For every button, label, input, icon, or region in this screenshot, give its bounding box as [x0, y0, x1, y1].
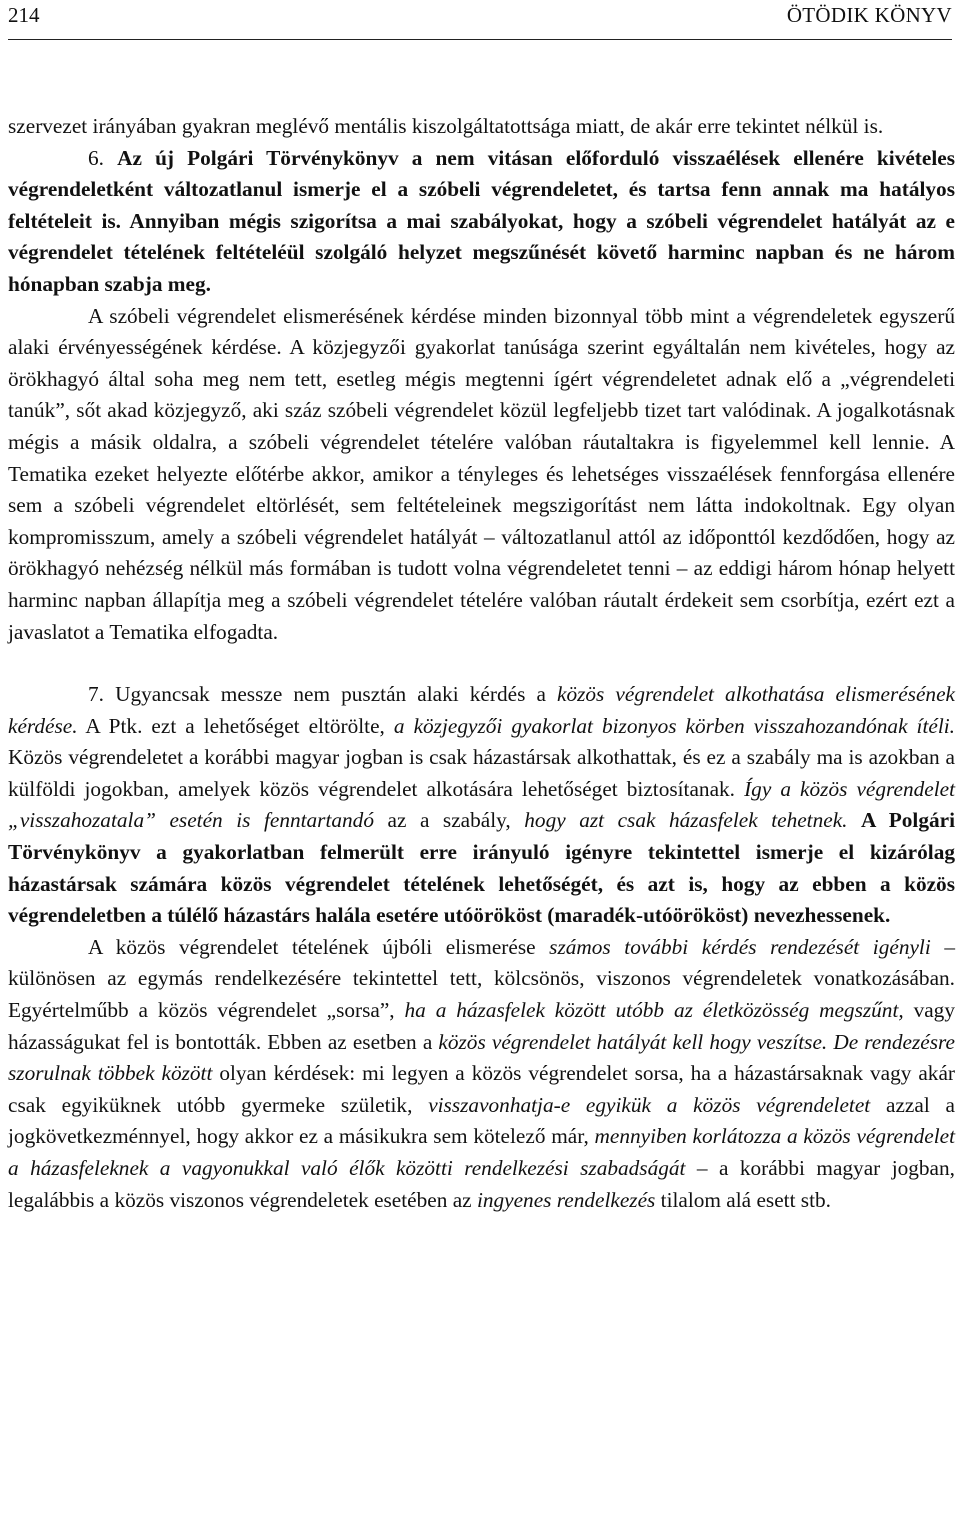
page-header [8, 3, 952, 40]
italic-text: ha a házasfelek között utóbb az életközösség megszűnt, [404, 998, 904, 1023]
italic-text: közös végrendelet hatályát kell hogy veszítse. De rendezésre szorulnak többek között [8, 1029, 955, 1086]
text-run: szervezet irányában gyakran meglévő mentális kiszolgáltatottsága miatt, de akár erre tekintet nélkül is. [8, 114, 884, 138]
text-run: 7. Ugyancsak messze nem pusztán alaki kérdés a [88, 682, 557, 707]
text-run: az a szabály, [373, 808, 525, 833]
italic-text: hogy azt csak házasfelek tehetnek. [524, 808, 848, 833]
text-run: 6. [88, 145, 118, 170]
bold-text: Az új Polgári Törvénykönyv a nem vitásan előforduló visszaélések ellenére kivételes végrendeletként változatlanul ismerje el a szóbeli végrendeletet, és tartsa fenn annak ma hatályos feltételeit is. Annyiban mégis szigorítsa a mai szabályokat, hogy a szóbeli végrendelet hatályát az e végrendelet tételének feltételéül szolgáló helyzet megszűnését követő harminc napban és ne három hónapban szabja meg. [8, 145, 955, 296]
document-body [8, 111, 955, 1216]
italic-text: közös végrendelet alkothatása elismerésének kérdése. [8, 682, 955, 738]
text-run: – a korábbi magyar jogban, legalábbis a közös viszonos végrendeletek esetében az [8, 1156, 955, 1212]
text-run: olyan kérdések: mi legyen a közös végrendelet sorsa, ha a házastársaknak vagy akár csak egyiküknek utóbb gyermeke születik, [8, 1061, 955, 1117]
text-run: A közös végrendelet tételének újbóli elismerése [88, 934, 550, 959]
running-title: ÖTÖDIK KÖNYV [786, 3, 952, 27]
text-run: azzal a jogkövetkezménnyel, hogy akkor ez a másikukra sem kötelező már, [8, 1092, 955, 1149]
text-run: Közös végrendeletet a korábbi magyar jogban is csak házastársak alkothattak, és ez a szabály ma is azokban a külföldi jogokban, amelyek közös végrendelet alkotására lehetőséget biztosítanak. [8, 745, 955, 801]
bold-text: A Polgári Törvénykönyv a gyakorlatban felmerült erre irányuló igényre tekintettel ismerje el kizárólag házastársak számára közös végrendelet tételének lehetőségét, és azt is, hogy az ebben a közös végrendeletben a túlélő házastárs halála esetére utóörököst (maradék-utóörököst) nevezhessenek. [8, 808, 955, 928]
italic-text: a közjegyzői gyakorlat bizonyos körben visszahozandónak ítéli. [393, 713, 955, 738]
paragraph [8, 111, 955, 143]
italic-text: számos további kérdés rendezését igényli [549, 934, 931, 959]
italic-text: visszavonhatja-e egyikük a közös végrendeletet [428, 1092, 871, 1117]
paragraph [8, 932, 955, 1216]
paragraph [8, 679, 955, 932]
page-number: 214 [8, 3, 40, 27]
text-run: A Ptk. ezt a lehetőséget eltörölte, [77, 713, 394, 738]
italic-text: ingyenes rendelkezés [476, 1187, 656, 1212]
text-run [847, 808, 861, 832]
paragraph [8, 143, 955, 301]
text-run: – különösen az egymás rendelkezésére tekintettel tett, kölcsönös, viszonos végrendeletek vonatkozásában. Egyértelműbb a közös végrendelet „sorsa”, [8, 934, 955, 1023]
text-run: vagy házasságukat fel is bontották. Ebben az esetben a [8, 998, 955, 1054]
italic-text: Így a közös végrendelet „visszahozatala” esetén is fenntartandó [8, 776, 955, 833]
text-run: A szóbeli végrendelet elismerésének kérdése minden bizonnyal több mint a végrendeletek egyszerű alaki érvényességének kérdése. A közjegyzői gyakorlat tanúsága szerint egyáltalán nem kivételes, hogy az örökhagyó által soha meg nem tett, esetleg mégis megtenni ígért végrendeletet adnak elő a „végrendeleti tanúk”, sőt akad közjegyző, aki száz szóbeli végrendelet közül legfeljebb tizet tart valódinak. A jogalkotásnak mégis a másik oldalra, a szóbeli végrendelet tételére valóban ráutaltakra is figyelemmel kell lennie. A Tematika ezeket helyezte előtérbe akkor, amikor a tényleges és lehetséges visszaélések fennforgása ellenére sem a szóbeli végrendelet eltörlését, sem feltételeinek megszigorítást nem látta indokoltnak. Egy olyan kompromisszum, amely a szóbeli végrendelet hatályát – változatlanul attól az időponttól kezdődően, hogy az örökhagyó nehézség nélkül más formában is tudott volna végrendeletet tenni – az eddigi három hónap helyett harminc napban állapítja meg a szóbeli végrendelet tételére valóban ráutalt érdekeit sem csorbítja, ezért ezt a javaslatot a Tematika elfogadta. [8, 303, 955, 644]
paragraph [8, 301, 955, 649]
text-run: tilalom alá esett stb. [655, 1187, 831, 1212]
italic-text: mennyiben korlátozza a közös végrendelet a házasfeleknek a vagyonukkal való élők közötti rendelkezési szabadságát [8, 1124, 955, 1180]
